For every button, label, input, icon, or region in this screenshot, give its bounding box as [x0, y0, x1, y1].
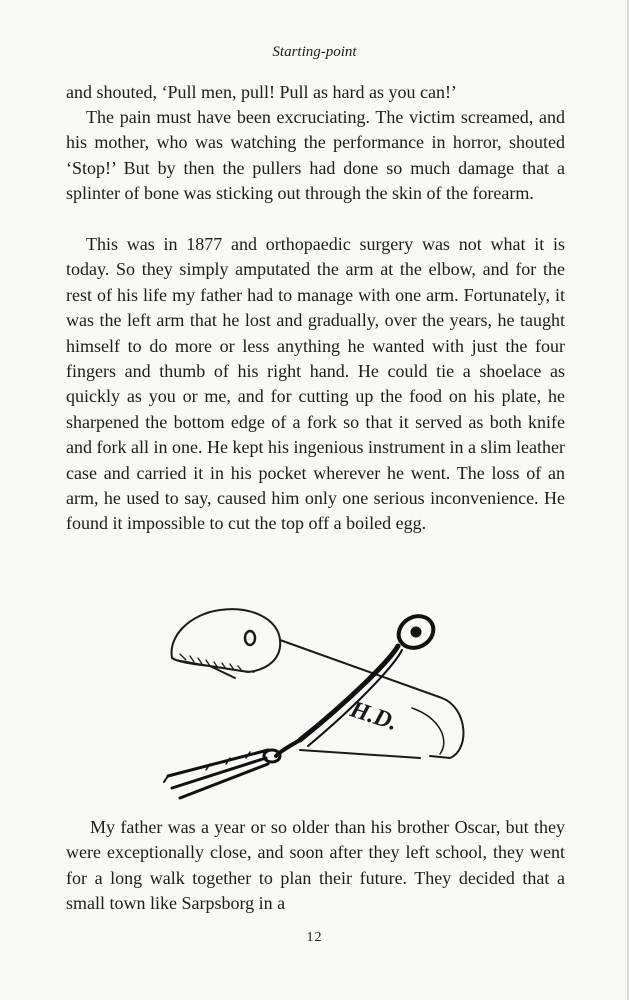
- fork-and-case-illustration: [150, 600, 480, 810]
- case-initials: H.D.: [346, 696, 401, 737]
- paragraph-continuation: and shouted, ‘Pull men, pull! Pull as hard as you can!’: [66, 82, 457, 102]
- fork-drawing: [164, 610, 439, 798]
- page-number: 12: [306, 930, 323, 945]
- paragraph-amputation: This was in 1877 and orthopaedic surgery was not what it is today. So they simply amputated the arm at the elbow, and for the rest of his life my father had to manage with one arm. Fortunately, it was the left arm that he lost and gradually, over the years, he taught himself to do more or less anything he wanted with just the four fingers and thumb of his right hand. He could tie a shoelace as quickly as you or me, and for cutting up the food on his plate, he sharpened the bottom edge of a fork so that it served as both knife and fork all in one. He kept his ingenious instrument in a slim leather case and carried it in his pocket wherever he went. The loss of an arm, he used to say, caused him only one serious inconvenience. He found it impossible to cut the top off a boiled egg.: [66, 234, 565, 534]
- running-head: Starting-point: [272, 44, 357, 60]
- paragraph-pain: The pain must have been excruciating. The victim screamed, and his mother, who was watching the performance in horror, shouted ‘Stop!’ But by then the pullers had done so much damage that a splinter of bone was sticking out through the skin of the forearm.: [66, 107, 565, 204]
- paragraph-oscar: My father was a year or so older than his brother Oscar, but they were exceptionally close, and soon after they left school, they went for a long walk together to plan their future. They decided that a small town like Sarpsborg in a: [66, 817, 565, 914]
